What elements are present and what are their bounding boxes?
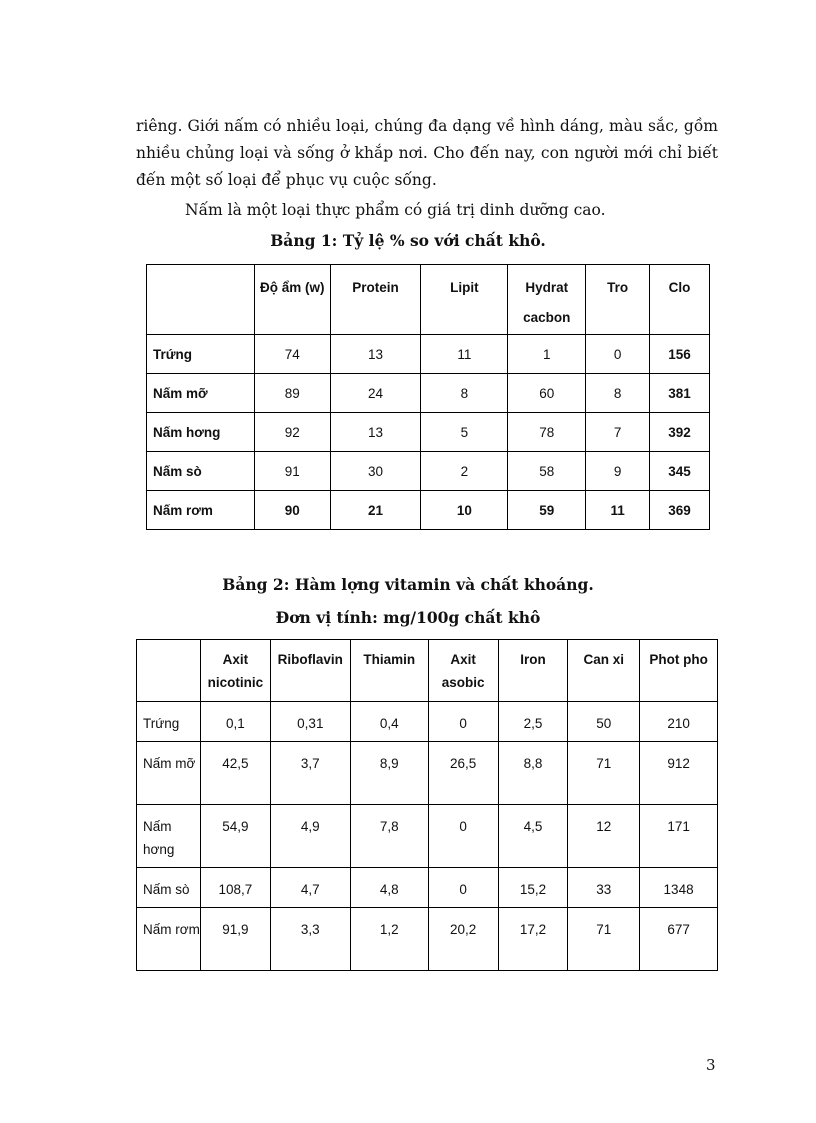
table2-cell: 91,9 (200, 908, 270, 971)
table1-cell: 1 (508, 335, 586, 374)
table2-cell: 71 (568, 742, 640, 805)
table1-cell: 8 (421, 374, 508, 413)
table2-row-label: Trứng (137, 702, 201, 742)
table1-header-cell: Clo (650, 265, 710, 335)
table2-cell: 1,2 (350, 908, 428, 971)
table-row (147, 491, 710, 530)
table1-cell: 10 (421, 491, 508, 530)
table-row (137, 908, 718, 971)
table2-row-label: Nấm sò (137, 868, 201, 908)
table-row (147, 374, 710, 413)
table1-row-label: Nấm mỡ (147, 374, 255, 413)
table1-cell: 345 (650, 452, 710, 491)
table2-cell: 677 (640, 908, 718, 971)
table1-cell: 156 (650, 335, 710, 374)
table1-cell: 91 (254, 452, 330, 491)
table2-cell: 15,2 (498, 868, 568, 908)
table2-cell: 0 (428, 805, 498, 868)
table1-header-cell: Lipit (421, 265, 508, 335)
table2-cell: 1348 (640, 868, 718, 908)
table2-cell: 171 (640, 805, 718, 868)
table2-header-cell: Riboflavin (270, 640, 350, 702)
table1-cell: 30 (330, 452, 421, 491)
table2-cell: 4,8 (350, 868, 428, 908)
table2-row-label: Nấm rơm (137, 908, 201, 971)
table2-cell: 108,7 (200, 868, 270, 908)
intro-paragraph: riêng. Giới nấm có nhiều loại, chúng đa dạng về hình dáng, màu sắc, gồm nhiều chủng loại và sống ở khắp nơi. Cho đến nay, con người mới chỉ biết đến một số loại để phục vụ cuộc sống. (136, 117, 718, 189)
table-row (137, 805, 718, 868)
table1-cell: 78 (508, 413, 586, 452)
table1-cell: 74 (254, 335, 330, 374)
table1-row-label: Nấm rơm (147, 491, 255, 530)
table1-cell: 60 (508, 374, 586, 413)
table1-row-label: Trứng (147, 335, 255, 374)
table1-cell: 89 (254, 374, 330, 413)
table1-row-label: Nấm sò (147, 452, 255, 491)
table2-header-cell: Thiamin (350, 640, 428, 702)
page-number: 3 (706, 1056, 716, 1074)
table-2 (136, 639, 718, 971)
table2-cell: 0,1 (200, 702, 270, 742)
table1-cell: 11 (586, 491, 650, 530)
table1-cell: 13 (330, 413, 421, 452)
table1-cell: 90 (254, 491, 330, 530)
table2-caption: Bảng 2: Hàm lợng vitamin và chất khoáng. (222, 575, 594, 594)
table1-row-label: Nấm hơng (147, 413, 255, 452)
table2-cell: 20,2 (428, 908, 498, 971)
table2-cell: 0 (428, 868, 498, 908)
table1-cell: 13 (330, 335, 421, 374)
table2-cell: 210 (640, 702, 718, 742)
table1-header-row (147, 265, 710, 335)
table2-cell: 26,5 (428, 742, 498, 805)
table1-cell: 369 (650, 491, 710, 530)
table2-row-label: Nấm mỡ (137, 742, 201, 805)
table1-header-cell (147, 265, 255, 335)
table1-header-cell: Tro (586, 265, 650, 335)
table2-cell: 71 (568, 908, 640, 971)
table1-cell: 0 (586, 335, 650, 374)
table-row (137, 702, 718, 742)
table2-cell: 4,5 (498, 805, 568, 868)
table2-cell: 2,5 (498, 702, 568, 742)
table2-cell: 3,3 (270, 908, 350, 971)
table1-cell: 5 (421, 413, 508, 452)
table-1 (146, 264, 710, 530)
table2-cell: 4,9 (270, 805, 350, 868)
table1-cell: 2 (421, 452, 508, 491)
table2-unit: Đơn vị tính: mg/100g chất khô (275, 608, 541, 627)
table2-header-cell (137, 640, 201, 702)
table2-header-row (137, 640, 718, 702)
table1-cell: 7 (586, 413, 650, 452)
table1-cell: 58 (508, 452, 586, 491)
table2-header-cell: Iron (498, 640, 568, 702)
nutrition-paragraph: Nấm là một loại thực phẩm có giá trị dinh dưỡng cao. (185, 201, 606, 219)
table2-cell: 8,8 (498, 742, 568, 805)
table-row (147, 335, 710, 374)
table-row (147, 452, 710, 491)
table2-cell: 8,9 (350, 742, 428, 805)
table2-cell: 0,31 (270, 702, 350, 742)
table1-cell: 24 (330, 374, 421, 413)
table1-cell: 11 (421, 335, 508, 374)
table2-cell: 54,9 (200, 805, 270, 868)
table2-cell: 33 (568, 868, 640, 908)
table2-cell: 912 (640, 742, 718, 805)
table2-cell: 17,2 (498, 908, 568, 971)
table1-cell: 21 (330, 491, 421, 530)
table1-cell: 381 (650, 374, 710, 413)
table-row (147, 413, 710, 452)
table2-cell: 0 (428, 702, 498, 742)
table2-cell: 4,7 (270, 868, 350, 908)
table2-header-cell: Axit nicotinic (200, 640, 270, 702)
table2-cell: 12 (568, 805, 640, 868)
table-row (137, 742, 718, 805)
table-row (137, 868, 718, 908)
table1-cell: 9 (586, 452, 650, 491)
table1-cell: 59 (508, 491, 586, 530)
table2-cell: 42,5 (200, 742, 270, 805)
table2-cell: 7,8 (350, 805, 428, 868)
table2-cell: 3,7 (270, 742, 350, 805)
table2-header-cell: Phot pho (640, 640, 718, 702)
table1-cell: 392 (650, 413, 710, 452)
table1-cell: 8 (586, 374, 650, 413)
table2-cell: 50 (568, 702, 640, 742)
table1-header-cell: Độ ẩm (w) (254, 265, 330, 335)
table2-cell: 0,4 (350, 702, 428, 742)
table1-header-cell: Protein (330, 265, 421, 335)
table2-row-label: Nấm hơng (137, 805, 201, 868)
table2-header-cell: Can xi (568, 640, 640, 702)
table1-header-cell: Hydrat cacbon (508, 265, 586, 335)
table1-caption: Bảng 1: Tỷ lệ % so với chất khô. (270, 231, 546, 250)
table2-header-cell: Axit asobic (428, 640, 498, 702)
table1-cell: 92 (254, 413, 330, 452)
